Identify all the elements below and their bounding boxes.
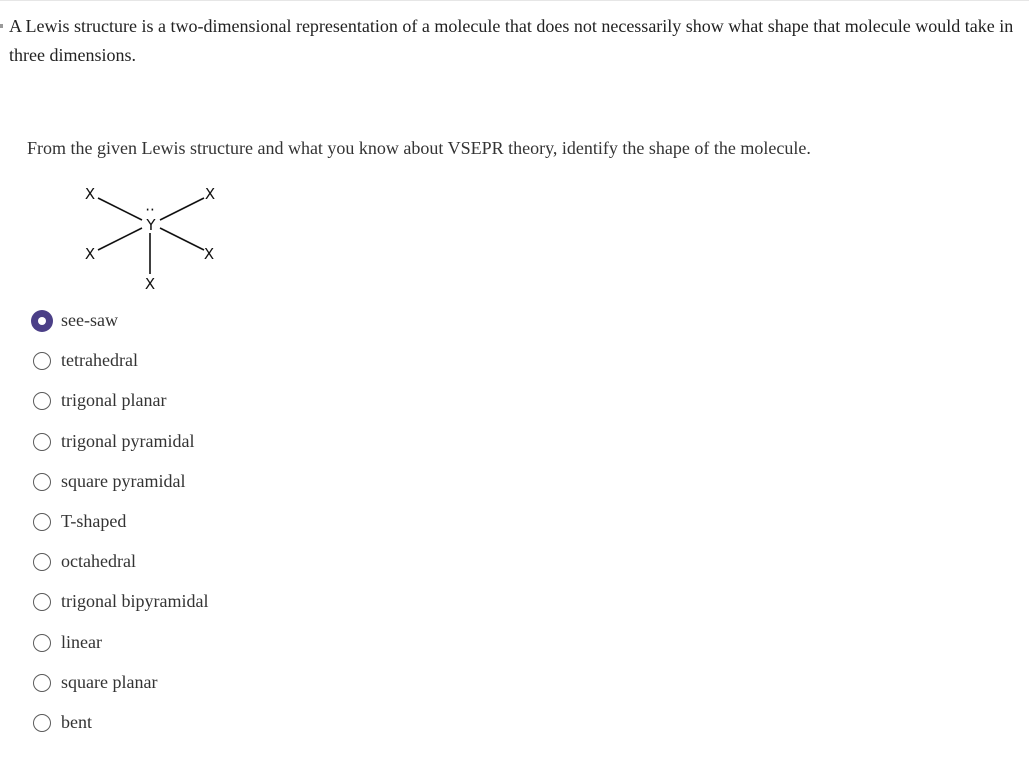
option-see-saw[interactable]: [31, 301, 208, 341]
option-tetrahedral[interactable]: [31, 341, 208, 381]
option-square-planar[interactable]: [31, 663, 208, 703]
radio-button[interactable]: [33, 674, 51, 692]
top-divider: [0, 0, 1029, 1]
option-label: trigonal planar: [61, 390, 167, 411]
radio-button-selected[interactable]: [31, 310, 53, 332]
question-prompt: From the given Lewis structure and what you know about VSEPR theory, identify the shape of the molecule.: [27, 138, 811, 158]
lone-pair-dots: ··: [145, 201, 155, 219]
central-atom-label: Y: [146, 216, 156, 234]
radio-button[interactable]: [33, 352, 51, 370]
radio-button[interactable]: [33, 473, 51, 491]
option-bent[interactable]: [31, 703, 208, 743]
bond-lower-right: [160, 228, 204, 250]
option-label: bent: [61, 711, 92, 732]
option-label: square pyramidal: [61, 470, 186, 491]
ligand-label-lower-right: X: [203, 245, 215, 263]
radio-button[interactable]: [33, 433, 51, 451]
option-label: T-shaped: [61, 511, 127, 532]
radio-button[interactable]: [33, 634, 51, 652]
option-label: square planar: [61, 671, 158, 692]
bond-upper-right: [160, 198, 204, 220]
option-label: see-saw: [61, 310, 118, 331]
option-label: trigonal bipyramidal: [61, 591, 209, 612]
option-octahedral[interactable]: [31, 542, 208, 582]
ligand-label-lower-left: X: [84, 245, 96, 263]
option-trigonal-bipyramidal[interactable]: [31, 582, 208, 622]
option-label: tetrahedral: [61, 350, 138, 371]
radio-button[interactable]: [33, 714, 51, 732]
option-t-shaped[interactable]: [31, 502, 208, 542]
option-label: linear: [61, 631, 102, 652]
left-edge-marker: [0, 24, 3, 28]
option-linear[interactable]: [31, 623, 208, 663]
bond-lower-left: [98, 228, 142, 250]
ligand-label-upper-left: X: [84, 185, 96, 203]
option-label: octahedral: [61, 551, 136, 572]
radio-button[interactable]: [33, 593, 51, 611]
radio-button[interactable]: [33, 553, 51, 571]
option-square-pyramidal[interactable]: [31, 462, 208, 502]
ligand-label-upper-right: X: [204, 185, 216, 203]
option-trigonal-pyramidal[interactable]: [31, 422, 208, 462]
bond-upper-left: [98, 198, 142, 220]
question-intro: A Lewis structure is a two-dimensional representation of a molecule that does not necessarily show what shape that molecule would take in three dimensions.: [9, 16, 1014, 65]
radio-button[interactable]: [33, 513, 51, 531]
ligand-label-bottom: X: [144, 275, 156, 293]
option-trigonal-planar[interactable]: [31, 381, 208, 421]
answer-options: [31, 301, 208, 743]
lewis-structure-diagram: [76, 178, 226, 293]
option-label: trigonal pyramidal: [61, 430, 195, 451]
radio-button[interactable]: [33, 392, 51, 410]
